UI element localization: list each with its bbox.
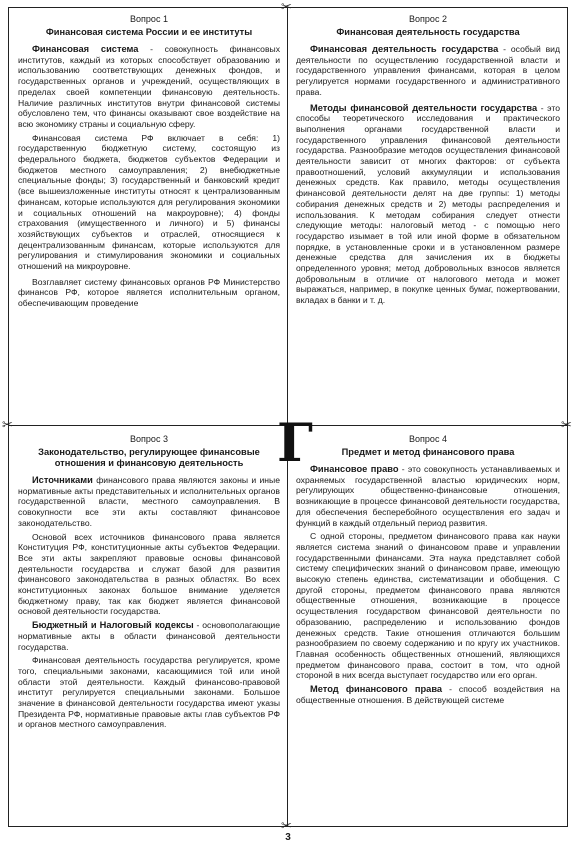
frame-left-line [8, 7, 9, 827]
section-letter: Г [277, 413, 313, 474]
page-number: 3 [285, 832, 291, 843]
scissors-icon: ✂ [281, 819, 292, 834]
question-label: Вопрос 1 [130, 14, 168, 24]
paragraph: Метод финансового права - способ воздействия на общественные отношения. В действующей системе [296, 684, 560, 705]
frame-right-line [567, 7, 568, 827]
paragraph: Финансовая деятельность государства - особый вид деятельности по осуществлению государственной власти и государственного управления финансами, которая в целом регулируется нормами государственного и административного права. [296, 44, 560, 97]
question-title: Финансовая система России и ее институты [45, 27, 253, 37]
paragraph: Финансовая система - совокупность финансовых институтов, каждый из которых способствует образованию и использованию соответствующих денежных фондов, и государственных органов и учреждений, осуществляющих в пределах своей компетенции финансовую деятельность. Наличие различных институтов внутри финансовой системы обусловлено тем, что финансы оказывают свое воздействие на всю экономику страны и социальную сферу. [18, 44, 280, 129]
scissors-icon: ✂ [281, 0, 292, 15]
paragraph: Методы финансовой деятельности государства - это способы теоретического исследования и практического выполнения органами государственной власти и государственного управления финансовой деятельности государства. Разнообразие методов осуществления финансовой деятельности зависит от многих факторов: от субъекта правоотношений, условий аккумуляции и использования денежных средств. Как правило, методы осуществления финансовой деятельности делят на две группы: 1) методы собирания денежных средств и 2) методы распределения и использования. К методам собирания следует отнести следующие методы: налоговый метод - с помощью него государство изымает в той или иной форме в обязательном порядке, в установленные сроки и в установленном размере денежные средства для зачисления их в бюджеты определенного уровня; метод добровольных взносов является добровольным в отличие от налогового метода и может выражаться, например, в покупке ценных бумаг, пожертвовании, вкладах в банки и т. д. [296, 102, 560, 306]
term: Финансовая деятельность государства [310, 44, 499, 54]
question-title: Законодательство, регулирующее финансовые отношения и финансовую деятельность [38, 447, 260, 468]
term: Метод финансового права [310, 684, 443, 695]
paragraph: Бюджетный и Налоговый кодексы - основополагающие нормативные акты в области финансовой деятельности государства. [18, 620, 280, 652]
question-label: Вопрос 2 [409, 14, 447, 24]
paragraph: Возглавляет систему финансовых органов РФ Министерство финансов РФ, которое является исполнительным органом, обеспечивающим проведение [18, 276, 280, 309]
paragraph: Финансовая система РФ включает в себя: 1) государственную бюджетную систему, состоящую из федерального бюджета, бюджетов субъектов Федерации и бюджетов местного самоуправления; 2) внебюджетные специальные фонды; 3) государственный и банковский кредит (все вышеизложенные институты относят к централизованным финансам, которые используются для регулирования экономики и социальных отношений на макроуровне); 4) фонды страхования (имущественного и личного) и 5) финансы хозяйствующих субъектов и отраслей, относящиеся к децентрализованным финансам, которые используются для регулирования и стимулирования экономики и социальных отношений на микроуровне. [18, 132, 280, 272]
term: Финансовая система [32, 44, 139, 54]
term: Источниками [32, 475, 93, 485]
question-card-4 [296, 434, 560, 822]
term: Финансовое право [310, 464, 399, 474]
question-card-2 [296, 14, 560, 420]
paragraph: Основой всех источников финансового права является Конституция РФ, конституционные акты субъектов Федерации. Все эти акты закрепляют правовые основы финансовой деятельности государства и служат базой для развития финансового законодательства в разных областях. Во всех конституционных законах большое внимание уделяется бюджетному праву, так как бюджет является финансовой основой деятельности государства. [18, 531, 280, 617]
paragraph: Финансовая деятельность государства регулируется, кроме того, специальными законами, касающимися той или иной области этой деятельности. Каждый финансово-правовой институт регулируется специальными законами. Большое значение в финансовой деятельности государства имеют указы Президента РФ, нормативные правовые акты глав субъектов РФ и органов местного самоуправления. [18, 655, 280, 730]
question-card-1 [18, 14, 280, 420]
term: Методы финансовой деятельности государства [310, 102, 538, 113]
scissors-icon: ✂ [2, 418, 13, 433]
scissors-icon: ✂ [561, 418, 572, 433]
question-title: Предмет и метод финансового права [341, 447, 515, 457]
question-card-3 [18, 434, 280, 822]
question-label: Вопрос 3 [130, 434, 168, 444]
paragraph: С одной стороны, предметом финансового права как науки является система знаний о финансовом праве и управлении государственными финансами. Эта наука представляет собой систему специфических знаний о финансовом праве, имеющую высокую степень единства, систематизации и обобщения. С другой стороны, предметом финансового права являются общественные отношения, возникающие в процессе осуществления государством финансовой деятельности по образованию, распределению и использованию фондов денежных средств. Такие отношения отличаются большим разнообразием по своему содержанию и по кругу их участников. Главная особенность общественных отношений, являющихся предметом финансового права, состоит в том, что одной стороной в них всегда выступает государство или его орган. [296, 531, 560, 681]
paragraph: Источниками финансового права являются законы и иные нормативные акты представительных и исполнительных органов государственной власти, местного самоуправления. В совокупности все эти акты составляют финансовое законодательство. [18, 475, 280, 528]
question-title: Финансовая деятельность государства [336, 27, 520, 37]
question-label: Вопрос 4 [409, 434, 447, 444]
paragraph: Финансовое право - это совокупность устанавливаемых и охраняемых государственной властью юридических норм, регулирующих общественно-финансовые отношения, возникающие в процессе финансовой деятельности государства, для обеспечения бесперебойного осуществления его задач и функций в каждый отдельный период развития. [296, 464, 560, 528]
term: Бюджетный и Налоговый кодексы [32, 620, 194, 631]
